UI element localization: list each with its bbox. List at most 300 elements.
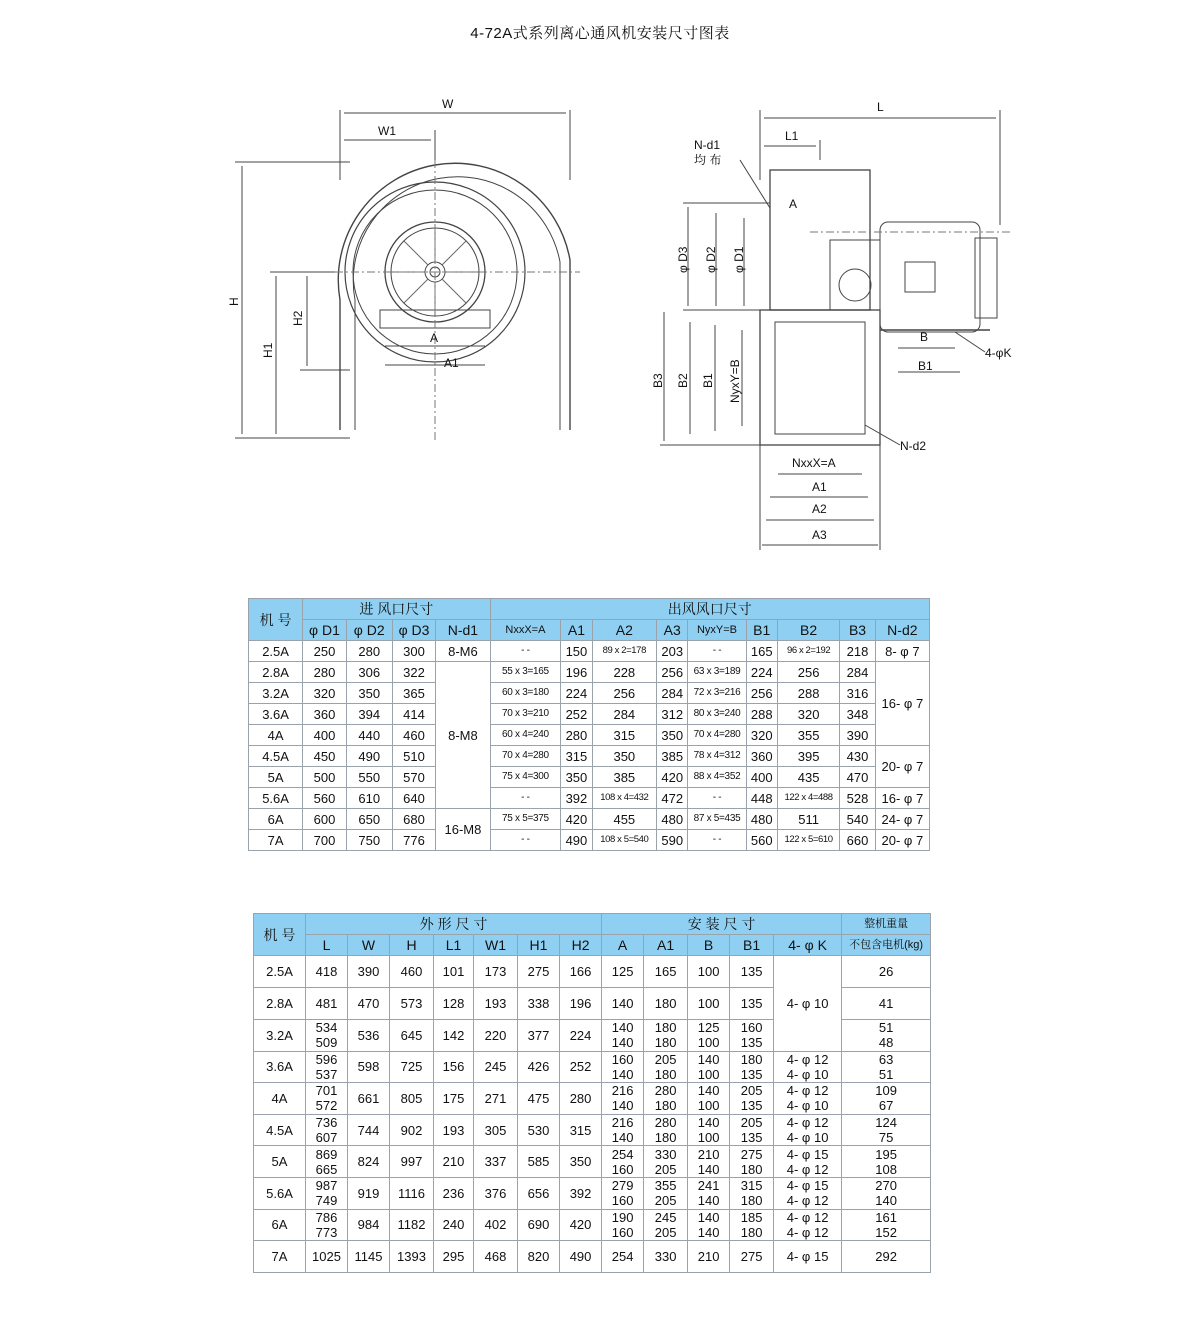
table-cell: 511 [777, 809, 839, 830]
label-nxxx: NxxX=A [792, 456, 836, 470]
sub-value: 180 [740, 1051, 763, 1067]
table-cell: 560 [303, 788, 347, 809]
sub-value: 51 [878, 1066, 894, 1082]
table-cell: 385 [592, 767, 657, 788]
sub-value: 180 [740, 1224, 763, 1240]
table-cell: 1393 [390, 1241, 434, 1273]
sub-value: 216 [611, 1083, 634, 1099]
table-cell [730, 1177, 774, 1209]
sub-value: 4- φ 12 [786, 1115, 829, 1131]
table-cell: 128 [434, 988, 474, 1020]
sub-value: 4- φ 15 [786, 1146, 829, 1162]
table-cell: 275 [730, 1241, 774, 1273]
table-cell: 280 [561, 725, 592, 746]
sub-value: 125 [697, 1020, 720, 1036]
table-cell: 470 [840, 767, 875, 788]
table-cell [842, 1020, 931, 1052]
inlet-outlet-table [248, 598, 930, 851]
sub-value: 140 [697, 1161, 720, 1177]
table-cell [730, 1051, 774, 1083]
table-cell: 108 x 5=540 [592, 830, 657, 851]
sub-value: 572 [315, 1098, 338, 1114]
table-cell: 392 [560, 1177, 602, 1209]
table-cell: 570 [392, 767, 436, 788]
table-cell: 395 [777, 746, 839, 767]
table-cell: 24- φ 7 [875, 809, 929, 830]
table-cell: 776 [392, 830, 436, 851]
table-cell: 70 x 4=280 [490, 746, 561, 767]
table-cell: 338 [518, 988, 560, 1020]
column-header: L1 [434, 935, 474, 956]
label-h2: H2 [291, 310, 305, 326]
sub-value: 701 [315, 1083, 338, 1099]
sub-value: 75 [878, 1130, 894, 1146]
header-outlet: 出风风口尺寸 [490, 599, 929, 620]
table-cell [602, 1209, 644, 1241]
table-cell: 820 [518, 1241, 560, 1273]
table-cell: 360 [746, 746, 777, 767]
sub-value: 4- φ 10 [786, 1130, 829, 1146]
label-w1: W1 [378, 124, 396, 138]
sub-value: 280 [654, 1115, 677, 1131]
table-cell: 252 [560, 1051, 602, 1083]
table-cell: 55 x 3=165 [490, 662, 561, 683]
table-cell: - - [688, 641, 746, 662]
sub-value: 4- φ 12 [786, 1051, 829, 1067]
label-a3: A3 [812, 528, 827, 542]
table-cell [602, 1020, 644, 1052]
sub-value: 245 [654, 1209, 677, 1225]
table-row [254, 1114, 931, 1146]
model-cell: 4.5A [249, 746, 303, 767]
table-cell: 75 x 5=375 [490, 809, 561, 830]
sub-value: 534 [315, 1020, 338, 1036]
table-cell: 26 [842, 956, 931, 988]
table-cell: 100 [688, 956, 730, 988]
table-cell: 350 [560, 1146, 602, 1178]
table-cell: 4- φ 10 [774, 956, 842, 1052]
table-cell: 1025 [306, 1241, 348, 1273]
sub-value: 596 [315, 1051, 338, 1067]
sub-value: 869 [315, 1146, 338, 1162]
label-a1-side: A1 [812, 480, 827, 494]
column-header: H1 [518, 935, 560, 956]
table-cell: 295 [434, 1241, 474, 1273]
table-cell: 72 x 3=216 [688, 683, 746, 704]
table-cell: 650 [346, 809, 392, 830]
model-cell: 2.5A [249, 641, 303, 662]
column-header: A2 [592, 620, 657, 641]
sub-value: 736 [315, 1115, 338, 1131]
header-model: 机 号 [249, 599, 303, 641]
table-cell [688, 1209, 730, 1241]
sub-value: 279 [611, 1178, 634, 1194]
table-cell [730, 1020, 774, 1052]
label-b1-side: B1 [701, 373, 715, 388]
table-row [254, 1177, 931, 1209]
sub-value: 241 [697, 1178, 720, 1194]
table-cell [306, 1177, 348, 1209]
table-cell: 280 [303, 662, 347, 683]
table-cell: 41 [842, 988, 931, 1020]
table-cell [774, 1177, 842, 1209]
table-cell: 284 [840, 662, 875, 683]
sub-value: 254 [611, 1146, 634, 1162]
sub-value: 275 [740, 1146, 763, 1162]
sub-value: 161 [875, 1209, 897, 1225]
table-cell: 224 [561, 683, 592, 704]
table-cell: 744 [348, 1114, 390, 1146]
table-cell: 919 [348, 1177, 390, 1209]
table-row [254, 1241, 931, 1273]
model-cell: 4A [249, 725, 303, 746]
sub-value: 140 [697, 1083, 720, 1099]
table-cell: 536 [348, 1020, 390, 1052]
sub-value: 216 [611, 1115, 634, 1131]
table-cell: 337 [474, 1146, 518, 1178]
table-cell: 4- φ 15 [774, 1241, 842, 1273]
table-cell: 20- φ 7 [875, 830, 929, 851]
table-cell: 420 [561, 809, 592, 830]
table-cell [306, 1020, 348, 1052]
table-cell: 250 [303, 641, 347, 662]
table-cell: 490 [561, 830, 592, 851]
table-cell [644, 1146, 688, 1178]
model-cell: 7A [249, 830, 303, 851]
table-cell: 660 [840, 830, 875, 851]
table-cell [774, 1209, 842, 1241]
column-header: L [306, 935, 348, 956]
sub-value: 124 [875, 1115, 897, 1131]
table-cell: 135 [730, 988, 774, 1020]
table-cell: 288 [777, 683, 839, 704]
table-cell: 470 [348, 988, 390, 1020]
table-cell: 1116 [390, 1177, 434, 1209]
table-cell: 125 [602, 956, 644, 988]
table-cell: 16- φ 7 [875, 662, 929, 746]
header-weight: 整机重量 [842, 914, 931, 935]
column-header: N-d2 [875, 620, 929, 641]
sub-value: 4- φ 10 [786, 1066, 829, 1082]
table-cell [688, 1051, 730, 1083]
column-header: A3 [657, 620, 688, 641]
table-cell [774, 1083, 842, 1115]
table-cell: 365 [392, 683, 436, 704]
column-header: H [390, 935, 434, 956]
table-cell: 315 [592, 725, 657, 746]
label-n-d2: N-d2 [900, 439, 927, 453]
table-cell: 585 [518, 1146, 560, 1178]
table-cell: 245 [474, 1051, 518, 1083]
sub-value: 100 [697, 1098, 720, 1114]
table-cell: 320 [777, 704, 839, 725]
sub-value: 135 [740, 1130, 763, 1146]
table-cell: 656 [518, 1177, 560, 1209]
table-cell: 573 [390, 988, 434, 1020]
sub-value: 140 [697, 1209, 720, 1225]
column-header: W [348, 935, 390, 956]
table-cell [644, 1051, 688, 1083]
table-cell [602, 1114, 644, 1146]
table-cell: 385 [657, 746, 688, 767]
table-cell: 220 [474, 1020, 518, 1052]
table-cell: 1145 [348, 1241, 390, 1273]
sub-value: 205 [740, 1115, 763, 1131]
column-header: NyxY=B [688, 620, 746, 641]
table-cell: 468 [474, 1241, 518, 1273]
column-header: φ D1 [303, 620, 347, 641]
table-cell: 481 [306, 988, 348, 1020]
table-cell: 142 [434, 1020, 474, 1052]
table-cell: 490 [560, 1241, 602, 1273]
sub-value: 4- φ 12 [786, 1209, 829, 1225]
table-cell: 280 [346, 641, 392, 662]
table-cell: 440 [346, 725, 392, 746]
table-cell: 500 [303, 767, 347, 788]
table-cell: 350 [657, 725, 688, 746]
table-cell: 600 [303, 809, 347, 830]
table-cell: 640 [392, 788, 436, 809]
sub-value: 140 [697, 1193, 720, 1209]
sub-value: 100 [697, 1066, 720, 1082]
table-cell: 598 [348, 1051, 390, 1083]
model-cell: 5A [254, 1146, 306, 1178]
table-cell [730, 1083, 774, 1115]
sub-value: 51 [878, 1020, 894, 1036]
table-cell: 122 x 4=488 [777, 788, 839, 809]
table-cell [306, 1051, 348, 1083]
table-cell: 60 x 3=180 [490, 683, 561, 704]
table-cell: 550 [346, 767, 392, 788]
table-cell: 430 [840, 746, 875, 767]
table-cell: 680 [392, 809, 436, 830]
table-cell [644, 1020, 688, 1052]
table-cell [842, 1146, 931, 1178]
sub-value: 67 [878, 1098, 894, 1114]
table-cell: 700 [303, 830, 347, 851]
label-w: W [442, 97, 454, 111]
sub-value: 140 [611, 1130, 634, 1146]
label-l: L [877, 100, 884, 114]
table-row [254, 1209, 931, 1241]
table-cell: 480 [657, 809, 688, 830]
model-cell: 5.6A [254, 1177, 306, 1209]
label-b2: B2 [676, 373, 690, 388]
sub-value: 160 [611, 1224, 634, 1240]
table-cell: 203 [657, 641, 688, 662]
table-cell: 135 [730, 956, 774, 988]
table-cell [602, 1146, 644, 1178]
table-cell: 156 [434, 1051, 474, 1083]
model-cell: 2.8A [254, 988, 306, 1020]
table-cell: 320 [303, 683, 347, 704]
table-cell: 140 [602, 988, 644, 1020]
sub-value: 4- φ 10 [786, 1098, 829, 1114]
table-row [249, 725, 930, 746]
model-cell: 3.6A [254, 1051, 306, 1083]
sub-value: 330 [654, 1146, 677, 1162]
page-title: 4-72A式系列离心通风机安装尺寸图表 [470, 25, 730, 42]
table-cell: 166 [560, 956, 602, 988]
table-row [249, 662, 930, 683]
sub-value: 509 [315, 1035, 338, 1051]
table-cell: 315 [561, 746, 592, 767]
table-cell: 271 [474, 1083, 518, 1115]
table-cell: - - [688, 830, 746, 851]
table-cell: 165 [644, 956, 688, 988]
sub-value: 152 [875, 1224, 897, 1240]
table-cell: 360 [303, 704, 347, 725]
table-cell: 435 [777, 767, 839, 788]
table-cell: 377 [518, 1020, 560, 1052]
column-header: 不包含电机(kg) [842, 935, 931, 956]
table-cell: - - [688, 788, 746, 809]
table-cell: 350 [346, 683, 392, 704]
sub-value: 987 [315, 1178, 338, 1194]
sub-value: 109 [875, 1083, 897, 1099]
table-cell: 236 [434, 1177, 474, 1209]
header-inlet: 进 风口尺寸 [303, 599, 490, 620]
sub-value: 135 [740, 1066, 763, 1082]
table-row [249, 641, 930, 662]
table-cell [644, 1209, 688, 1241]
sub-value: 773 [315, 1224, 338, 1240]
table-cell: 280 [560, 1083, 602, 1115]
sub-value: 185 [740, 1209, 763, 1225]
model-cell: 4.5A [254, 1114, 306, 1146]
table-cell: 725 [390, 1051, 434, 1083]
sub-value: 180 [654, 1098, 677, 1114]
sub-value: 180 [654, 1020, 677, 1036]
table-cell: 528 [840, 788, 875, 809]
table-row [249, 704, 930, 725]
sub-value: 280 [654, 1083, 677, 1099]
sub-value: 140 [611, 1098, 634, 1114]
sub-value: 135 [740, 1098, 763, 1114]
table-cell: - - [490, 788, 561, 809]
label-b: B [920, 330, 929, 344]
label-n-d1: N-d1 [694, 138, 721, 152]
table-cell: 210 [688, 1241, 730, 1273]
table-cell: 224 [560, 1020, 602, 1052]
sub-value: 180 [654, 1066, 677, 1082]
table-cell: 824 [348, 1146, 390, 1178]
table-cell: 16- φ 7 [875, 788, 929, 809]
sub-value: 195 [875, 1146, 897, 1162]
sub-value: 180 [654, 1035, 677, 1051]
table-cell: 306 [346, 662, 392, 683]
table-cell: 400 [303, 725, 347, 746]
table-cell: 350 [592, 746, 657, 767]
table-cell: 80 x 3=240 [688, 704, 746, 725]
sub-value: 355 [654, 1178, 677, 1194]
model-cell: 5A [249, 767, 303, 788]
table-cell: 173 [474, 956, 518, 988]
sub-value: 108 [875, 1161, 897, 1177]
sub-value: 205 [740, 1083, 763, 1099]
table-cell: 426 [518, 1051, 560, 1083]
label-l1: L1 [785, 129, 799, 143]
installation-drawing [0, 0, 1200, 560]
table-cell: 997 [390, 1146, 434, 1178]
table-cell: 402 [474, 1209, 518, 1241]
table-cell: 300 [392, 641, 436, 662]
column-header: W1 [474, 935, 518, 956]
model-cell: 3.2A [249, 683, 303, 704]
table-cell [842, 1177, 931, 1209]
label-b1-motor: B1 [918, 359, 933, 373]
table-cell [644, 1114, 688, 1146]
table-cell: - - [490, 641, 561, 662]
sub-value: 270 [875, 1178, 897, 1194]
label-h1: H1 [261, 342, 275, 358]
table-cell [602, 1083, 644, 1115]
header-outer: 外 形 尺 寸 [306, 914, 602, 935]
table-cell: 78 x 4=312 [688, 746, 746, 767]
table-cell [306, 1146, 348, 1178]
table-cell: 460 [390, 956, 434, 988]
table-cell: 20- φ 7 [875, 746, 929, 788]
table-cell: 196 [561, 662, 592, 683]
sub-value: 140 [697, 1224, 720, 1240]
table-cell [602, 1051, 644, 1083]
table-cell: 70 x 3=210 [490, 704, 561, 725]
table-cell: 510 [392, 746, 436, 767]
sub-value: 100 [697, 1035, 720, 1051]
label-h: H [227, 297, 241, 306]
table-cell: 70 x 4=280 [688, 725, 746, 746]
table-row [249, 767, 930, 788]
table-cell: 984 [348, 1209, 390, 1241]
sub-value: 140 [697, 1051, 720, 1067]
table-cell: 108 x 4=432 [592, 788, 657, 809]
table-cell: 175 [434, 1083, 474, 1115]
model-cell: 6A [249, 809, 303, 830]
sub-value: 135 [740, 1035, 763, 1051]
table-cell: 122 x 5=610 [777, 830, 839, 851]
sub-value: 205 [654, 1193, 677, 1209]
table-cell: 448 [746, 788, 777, 809]
sub-value: 180 [654, 1130, 677, 1146]
model-cell: 4A [254, 1083, 306, 1115]
table-cell [688, 1177, 730, 1209]
table-cell [644, 1177, 688, 1209]
sub-value: 315 [740, 1178, 763, 1194]
sub-value: 4- φ 12 [786, 1161, 829, 1177]
table-cell: 252 [561, 704, 592, 725]
table-cell: 165 [746, 641, 777, 662]
table-cell: 661 [348, 1083, 390, 1115]
sub-value: 140 [611, 1020, 634, 1036]
table-cell: 530 [518, 1114, 560, 1146]
table-cell [306, 1083, 348, 1115]
table-cell: 275 [518, 956, 560, 988]
table-cell [842, 1051, 931, 1083]
table-cell: 475 [518, 1083, 560, 1115]
model-cell: 7A [254, 1241, 306, 1273]
table-cell: 645 [390, 1020, 434, 1052]
table-cell: 450 [303, 746, 347, 767]
label-d2: φ D2 [704, 246, 718, 273]
sub-value: 160 [611, 1193, 634, 1209]
table-cell [644, 1083, 688, 1115]
table-cell: 750 [346, 830, 392, 851]
table-cell [842, 1083, 931, 1115]
table-cell: 490 [346, 746, 392, 767]
table-cell: 193 [434, 1114, 474, 1146]
table-cell: 355 [777, 725, 839, 746]
sub-value: 537 [315, 1066, 338, 1082]
